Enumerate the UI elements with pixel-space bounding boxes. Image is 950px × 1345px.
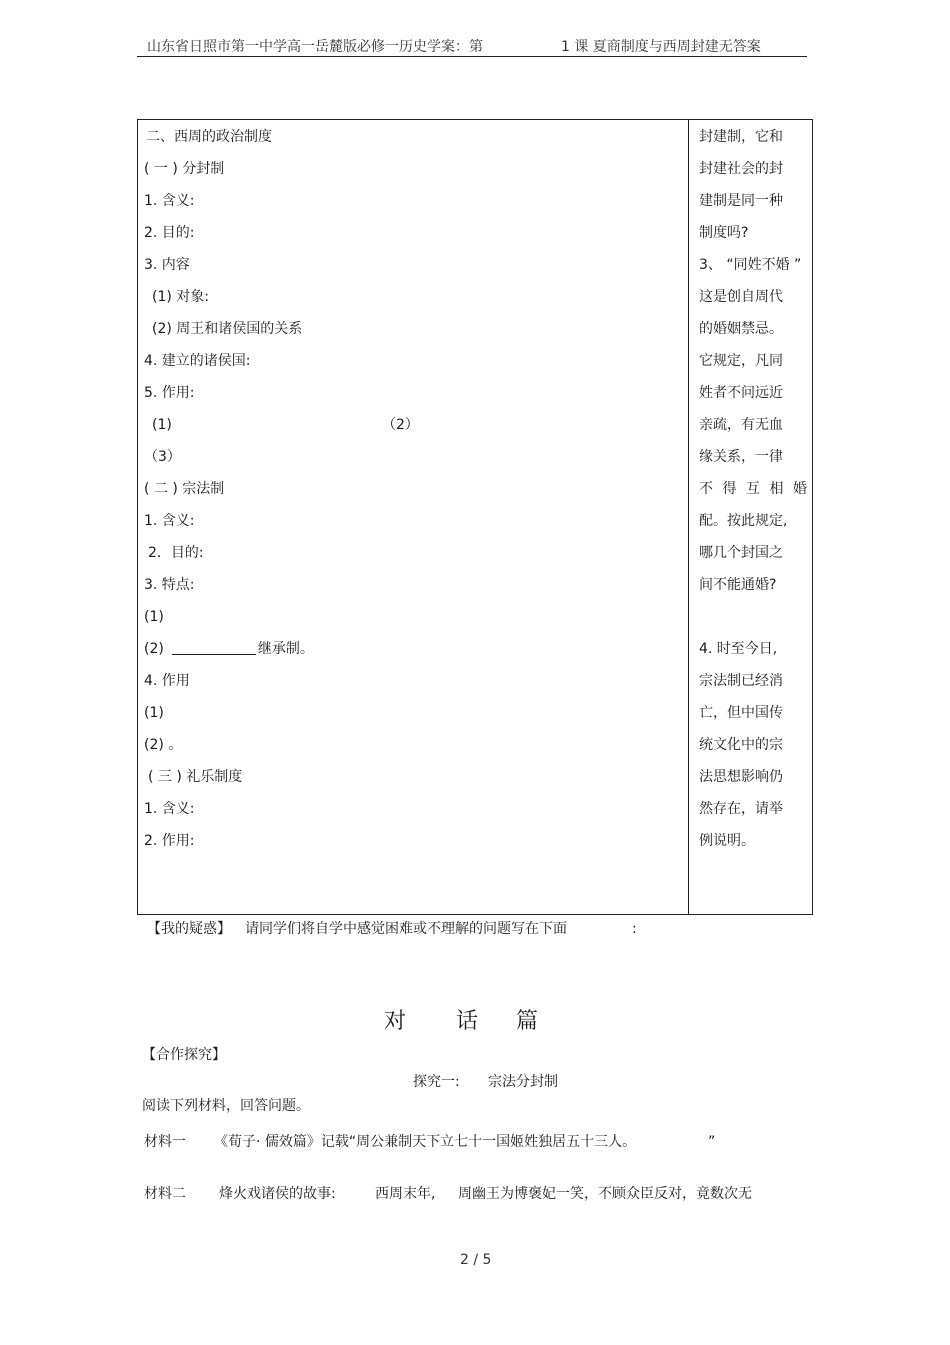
doubt-text: 请同学们将自学中感觉困难或不理解的问题写在下面 <box>245 921 567 937</box>
right-line: 间不能通婚? <box>699 577 777 593</box>
dialog-title-char: 对 <box>384 1009 407 1034</box>
section-title: 二、西周的政治制度 <box>146 129 272 145</box>
right-line: 的婚姻禁忌。 <box>699 321 783 337</box>
fenfeng-effect-3: （3） <box>144 449 181 465</box>
fenfeng-effect-1: (1) <box>152 417 172 433</box>
zongfa-effect: 4. 作用 <box>144 673 190 689</box>
zongfa-effect-1: (1) <box>144 705 164 721</box>
right-line: 封建制，它和 <box>699 129 783 145</box>
zongfa-feature-2-prefix: (2) <box>144 641 164 657</box>
fenfeng-purpose: 2. 目的: <box>144 225 195 241</box>
right-line: 哪几个封国之 <box>699 545 783 561</box>
header-left: 山东省日照市第一中学高一岳麓版必修一历史学案：第 <box>147 39 483 55</box>
right-line: 封建社会的封 <box>699 161 783 177</box>
zongfa-feature-1: (1) <box>144 609 164 625</box>
zongfa-effect-2: (2) 。 <box>144 737 183 753</box>
explore-label: 探究一: <box>413 1074 460 1090</box>
liyue-effect: 2. 作用: <box>144 833 195 849</box>
right-line: 这是创自周代 <box>699 289 783 305</box>
header-right: 1 课 夏商制度与西周封建无答案 <box>561 39 761 55</box>
right-line: 缘关系，一律 <box>699 449 783 465</box>
right-line: 4. 时至今日, <box>699 641 778 657</box>
right-line: 制度吗? <box>699 225 749 241</box>
char: 互 <box>746 481 760 497</box>
zongfa-feature-2-suffix: 继承制。 <box>257 641 314 657</box>
right-line: 亲疏，有无血 <box>699 417 783 433</box>
material1-text: 《荀子· 儒效篇》记载“周公兼制天下立七十一国姬姓独居五十三人。 <box>214 1134 637 1150</box>
material2-text2: 周幽王为博褒妃一笑，不顾众臣反对，竟数次无 <box>458 1186 752 1202</box>
zongfa-meaning: 1. 含义: <box>144 513 195 529</box>
right-line: 然存在，请举 <box>699 801 783 817</box>
column-divider <box>688 120 689 914</box>
fenfeng-meaning: 1. 含义: <box>144 193 195 209</box>
fenfeng-title: ( 一 ) 分封制 <box>144 161 225 177</box>
zongfa-purpose: 2．目的: <box>148 545 204 561</box>
right-line: 亡，但中国传 <box>699 705 783 721</box>
material2-title: 烽火戏诸侯的故事: <box>219 1186 336 1202</box>
right-line: 配。按此规定, <box>699 513 788 529</box>
read-instruction: 阅读下列材料，回答问题。 <box>142 1098 310 1114</box>
material2-text1: 西周末年, <box>375 1186 436 1202</box>
right-line: 统文化中的宗 <box>699 737 783 753</box>
right-line: 建制是同一种 <box>699 193 783 209</box>
cooperate-heading: 【合作探究】 <box>142 1047 226 1063</box>
fenfeng-relation: (2) 周王和诸侯国的关系 <box>152 321 303 337</box>
page-number: 2 / 5 <box>460 1252 492 1268</box>
doubt-label: 【我的疑惑】 <box>147 921 231 937</box>
right-line: 3、 “同姓不婚 ” <box>699 257 802 273</box>
char: 婚 <box>793 481 807 497</box>
fenfeng-states: 4. 建立的诸侯国: <box>144 353 251 369</box>
right-line: 法思想影响仍 <box>699 769 783 785</box>
dialog-title-char: 篇 <box>516 1009 539 1034</box>
fenfeng-content: 3. 内容 <box>144 257 190 273</box>
material1-label: 材料一 <box>144 1134 186 1150</box>
liyue-meaning: 1. 含义: <box>144 801 195 817</box>
char: 不 <box>699 481 713 497</box>
zongfa-feature: 3. 特点: <box>144 577 195 593</box>
fill-blank[interactable] <box>172 640 256 655</box>
right-line: 它规定，凡同 <box>699 353 783 369</box>
material2-label: 材料二 <box>144 1186 186 1202</box>
right-spread-line <box>699 480 807 498</box>
fenfeng-object: (1) 对象: <box>152 289 209 305</box>
char: 相 <box>769 481 784 497</box>
right-line: 宗法制已经消 <box>699 673 783 689</box>
char: 得 <box>722 481 737 497</box>
fenfeng-effect-2: （2） <box>382 417 419 433</box>
page-header <box>137 34 807 57</box>
doubt-colon: : <box>632 921 637 937</box>
dialog-title-char: 话 <box>456 1009 479 1034</box>
zongfa-feature-2 <box>144 640 314 658</box>
material1-close: ” <box>708 1134 716 1150</box>
right-line: 姓者不问远近 <box>699 385 783 401</box>
liyue-title: ( 三 ) 礼乐制度 <box>148 769 243 785</box>
study-table <box>137 119 813 915</box>
right-line: 例说明。 <box>699 833 755 849</box>
fenfeng-effect: 5. 作用: <box>144 385 195 401</box>
zongfa-title: ( 二 ) 宗法制 <box>144 481 225 497</box>
explore-topic: 宗法分封制 <box>488 1074 558 1090</box>
